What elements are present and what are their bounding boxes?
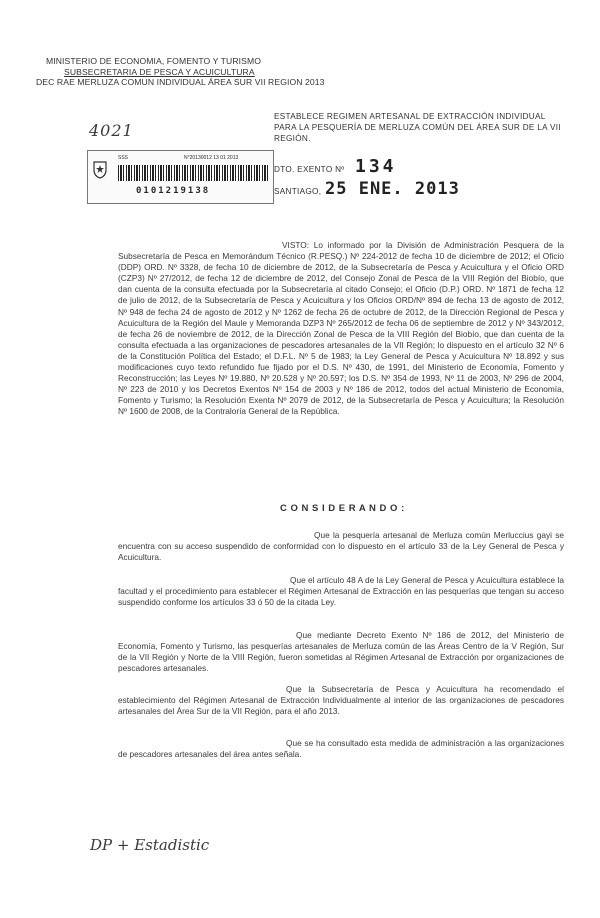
footer-handwriting: DP + Estadistic [90, 836, 210, 854]
decree-date: 25 ENE. 2013 [325, 179, 460, 199]
considerando-4 [118, 684, 564, 717]
visto-text: VISTO: Lo informado por la División de Administración Pesquera de la Subsecretaría de Pesca en Memorándum Técnico (R.PESQ.) Nº 224-2012 de fecha 10 de diciembre de 2012; el Oficio (DDP) ORD. Nº 3328, de fecha 10 de diciembre de 2012, de la Subsecretaría de Pesca y Acuicultura y el Oficio ORD (CZP3) Nº 27/2012, de fecha 12 de diciembre de 2012, del Consejo Zonal de Pesca de la VIII Región del Biobío, que dan cuenta de la consulta efectuada por la Subsecretaría al citado Consejo; el Oficio (D.P.) ORD. Nº 1871 de fecha 12 de julio de 2012, de la Subsecretaría de Pesca y Acuicultura y los Oficios ORD/Nº 894 de fecha 13 de agosto de 2012, Nº 948 de fecha 24 de agosto de 2012 y Nº 1262 de fecha 26 de octubre de 2012, de la Dirección Regional de Pesca y Acuicultura de la Región del Maule y Memoranda DZP3 Nº 265/2012 de fecha 06 de septiembre de 2012 y Nº 343/2012, de fecha 26 de noviembre de 2012, de la Dirección Zonal de Pesca de la VIII Región del Biobío, que dan cuenta de la consulta efectuada a las organizaciones de pescadores artesanales de la VII Región; lo dispuesto en el artículo 32 Nº 6 de la Constitución Política del Estado; el D.F.L. Nº 5 de 1983; la Ley General de Pesca y Acuicultura Nº 18.892 y sus modificaciones cuyo texto refundido fue fijado por el D.S. Nº 430, de 1991, del Ministerio de Economía, Fomento y Reconstrucción; las Leyes Nº 19.880, Nº 20.528 y Nº 20.597; los D.S. Nº 354 de 1993, Nº 11 de 2003, Nº 296 de 2004, Nº 223 de 2010 y los Decretos Exentos Nº 154 de 2003 y Nº 186 de 2012, todos del actual Ministerio de Economía, Fomento y Turismo; la Resolución Exenta Nº 2079 de 2012, de la Subsecretaría de Pesca y Acuicultura; la Resolución Nº 1600 de 2008, de la Contraloría General de la República. [118, 240, 564, 417]
decree-title: ESTABLECE REGIMEN ARTESANAL DE EXTRACCIÓN INDIVIDUAL PARA LA PESQUERÍA DE MERLUZA COMÚN DEL ÁREA SUR DE LA VII REGIÓN. [274, 112, 561, 143]
considerando-4-text: Que la Subsecretaría de Pesca y Acuicultura ha recomendado el establecimiento del Régimen Artesanal de Extracción Individualmente al interior de las organizaciones de pescadores artesanales del Área Sur de la VII Región, para el año 2013. [118, 684, 564, 717]
decree-number: 134 [355, 156, 397, 177]
considerando-2-text: Que el artículo 48 A de la Ley General de Pesca y Acuicultura establece la facultad y el procedimiento para establecer el Régimen Artesanal de Extracción en las pesquerías que tengan su acceso suspendido conforme los artículos 33 ó 50 de la citada Ley. [118, 575, 564, 608]
considerando-3 [118, 630, 564, 674]
barcode-number: 0101219138 [136, 186, 211, 196]
place-label: SANTIAGO, [274, 187, 322, 196]
barcode-top-left: SSS [118, 155, 129, 161]
considerando-3-text: Que mediante Decreto Exento Nº 186 de 2012, del Ministerio de Economía, Fomento y Turismo, las pesquerías artesanales de Merluza común de las Áreas Centro de la V Región, Sur de la VII Región y Norte de la VIII Región, fueron sometidas al Régimen Artesanal de Extracción por organizaciones de pescadores artesanales. [118, 630, 564, 674]
considerando-5-text: Que se ha consultado esta medida de administración a las organizaciones de pescadores artesanales del área antes señala. [118, 738, 564, 760]
considerando-1 [118, 530, 564, 563]
coat-of-arms-icon [92, 159, 108, 179]
considerando-5 [118, 738, 564, 760]
barcode-stamp [87, 150, 274, 204]
ministry-header [36, 56, 356, 88]
subsecretaria-name: SUBSECRETARIA DE PESCA Y ACUICULTURA [64, 66, 255, 77]
document-code: DEC RAE MERLUZA COMUN INDIVIDUAL ÁREA SUR VII REGION 2013 [36, 77, 325, 87]
considerando-2 [118, 575, 564, 608]
handwritten-number: 4021 [89, 121, 134, 140]
barcode-top-right: N°20130012 13 01 2013 [184, 155, 239, 161]
considerando-1-text: Que la pesquería artesanal de Merluza común Merluccius gayi se encuentra con su acceso suspendido de conformidad con lo dispuesto en el artículo 33 de la Ley General de Pesca y Acuicultura. [118, 530, 564, 563]
decree-number-label: DTO. EXENTO Nº [274, 165, 345, 174]
visto-paragraph [118, 240, 564, 418]
ministry-name: MINISTERIO DE ECONOMIA, FOMENTO Y TURISMO [46, 56, 261, 66]
considerando-title: C O N S I D E R A N D O : [280, 503, 405, 514]
barcode-bars [118, 165, 268, 181]
